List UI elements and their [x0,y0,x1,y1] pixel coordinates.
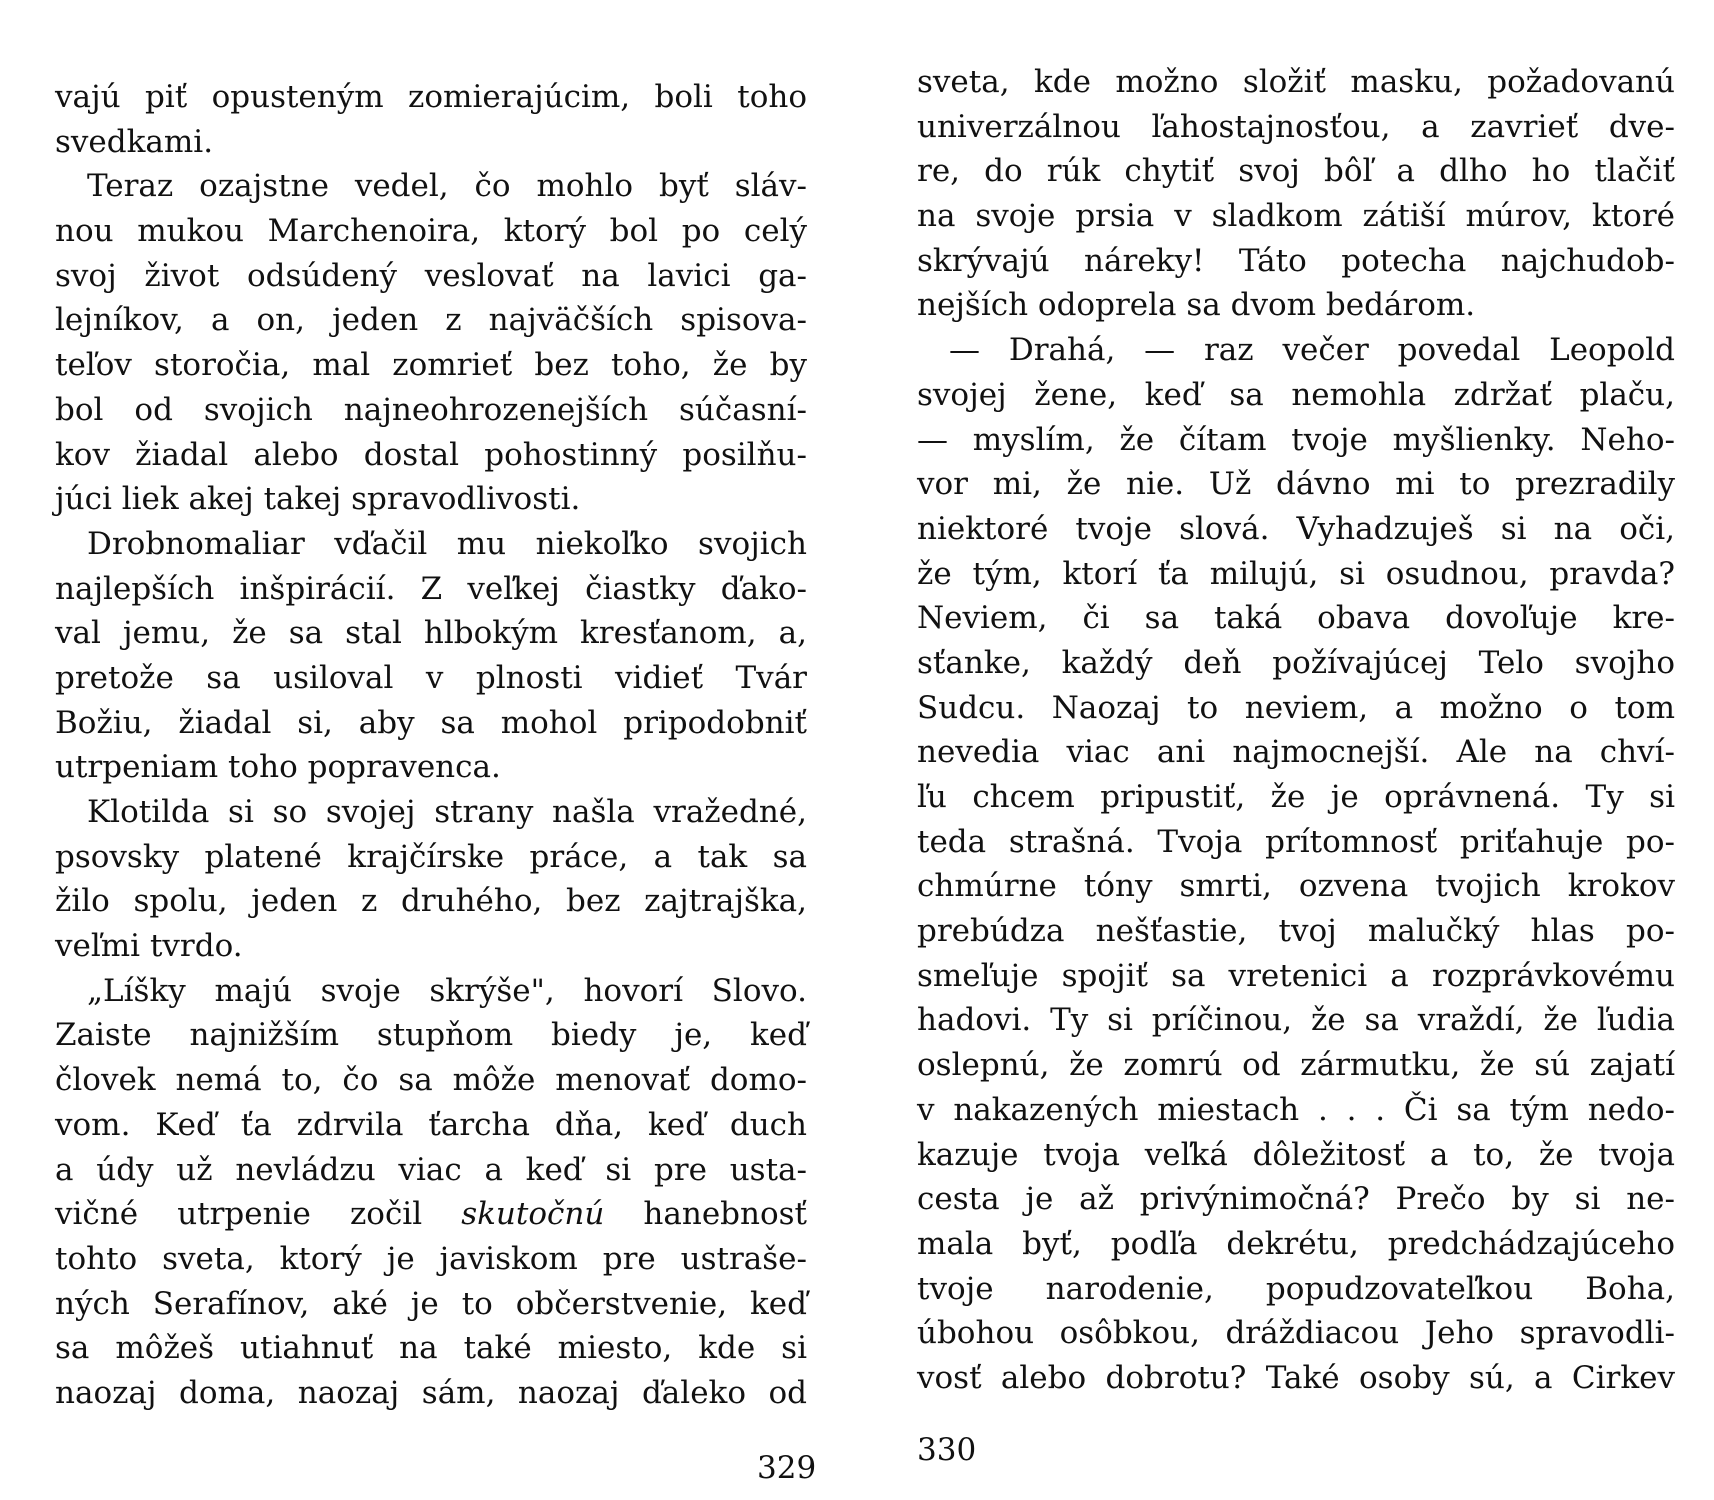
text-line: univerzálnou ľahostajnosťou, a zavrieť dve- [917,108,1675,145]
text-line: najlepších inšpirácií. Z veľkej čiastky ďako- [55,570,807,607]
text-line: vor mi, že nie. Už dávno mi to prezradily [917,466,1675,503]
text-line: utrpeniam toho popravenca. [55,749,501,786]
text-line: teda strašná. Tvoja prítomnosť priťahuje po- [917,823,1675,860]
text-line: Sudcu. Naozaj to neviem, a možno o tom [917,689,1675,726]
text-line: ľu chcem pripustiť, že je oprávnená. Ty si [917,779,1675,815]
text-line: úbohou osôbkou, dráždiacou Jeho spravodli- [917,1315,1675,1352]
text-line: — myslím, že čítam tvoje myšlienky. Neho- [917,421,1675,458]
text-line: hadovi. Ty si príčinou, že sa vraždí, že ľudia [917,1002,1675,1039]
text-line: vičné utrpenie zočil skutočnú hanebnosť [55,1196,808,1233]
text-line: chmúrne tóny smrti, ozvena tvojich krokov [917,868,1675,905]
text-line: mala byť, podľa dekrétu, predchádzajúceho [917,1225,1675,1262]
text-line: Neviem, či sa taká obava dovoľuje kre- [917,600,1675,637]
text-line: tvoje narodenie, popudzovateľkou Boha, [917,1270,1675,1307]
text-line: Teraz ozajstne vedel, čo mohlo byť sláv- [87,168,807,205]
text-line: val jemu, že sa stal hlbokým kresťanom, a, [55,615,807,652]
text-line: Klotilda si so svojej strany našla vražedné, [87,794,807,830]
text-line: veľmi tvrdo. [55,928,243,965]
text-line: vajú piť opusteným zomierajúcim, boli toho [55,79,807,115]
right-page [857,0,1714,1500]
text-line: sveta, kde možno složiť masku, požadovanú [917,64,1675,100]
text-line: sa môžeš utiahnuť na také miesto, kde si [55,1330,807,1367]
page-number-right: 330 [917,1432,977,1468]
text-line: že tým, ktorí ťa milujú, si osudnou, pravda? [917,555,1675,592]
text-line: teľov storočia, mal zomrieť bez toho, že by [55,347,807,384]
text-line: „Líšky majú svoje skrýše", hovorí Slovo. [87,972,807,1009]
text-line: pretože sa usiloval v plnosti vidieť Tvár [55,659,807,696]
text-line: bol od svojich najneohrozenejších súčasní- [55,391,807,428]
text-line: júci liek akej takej spravodlivosti. [55,481,581,518]
text-line: nevedia viac ani najmocnejší. Ale na chví- [917,734,1675,771]
text-line: cesta je až privýnimočná? Prečo by si ne- [917,1181,1675,1218]
text-line: naozaj doma, naozaj sám, naozaj ďaleko od [55,1374,807,1411]
text-line: žilo spolu, jeden z druhého, bez zajtrajška, [55,883,807,920]
text-line: kazuje tvoja veľká dôležitosť a to, že tvoja [917,1136,1675,1173]
text-line: vom. Keď ťa zdrvila ťarcha dňa, keď duch [55,1106,807,1143]
text-line: sťanke, každý deň požívajúcej Telo svojho [917,644,1675,681]
text-line: nou mukou Marchenoira, ktorý bol po celý [55,213,807,250]
text-line: — Drahá, — raz večer povedal Leopold [949,332,1675,369]
text-line: a údy už nevládzu viac a keď si pre usta- [55,1151,807,1188]
text-line: v nakazených miestach . . . Či sa tým nedo- [917,1091,1675,1128]
text-line: Drobnomaliar vďačil mu niekoľko svojich [87,525,807,562]
text-line: niektoré tvoje slová. Vyhadzuješ si na oči, [917,510,1675,547]
text-line: svojej žene, keď sa nemohla zdržať plaču, [917,376,1675,413]
text-line: prebúdza nešťastie, tvoj malučký hlas po- [917,913,1675,950]
page-number-left: 329 [757,1450,817,1486]
text-line: Zaiste najnižším stupňom biedy je, keď [55,1017,807,1054]
left-text-column [55,75,807,1416]
text-line: skrývajú náreky! Táto potecha najchudob- [917,242,1675,279]
text-line: vosť alebo dobrotu? Také osoby sú, a Cirkev [917,1359,1675,1396]
text-line: tohto sveta, ktorý je javiskom pre ustraše- [55,1240,807,1277]
text-line: svedkami. [55,123,214,160]
right-text-column [917,60,1675,1401]
text-line: ných Serafínov, aké je to občerstvenie, keď [55,1285,807,1322]
text-line: Božiu, žiadal si, aby sa mohol pripodobniť [55,704,807,741]
text-line: lejníkov, a on, jeden z najväčších spisova- [55,302,807,339]
text-line: človek nemá to, čo sa môže menovať domo- [55,1062,807,1099]
text-line: psovsky platené krajčírske práce, a tak sa [55,838,807,875]
text-line: kov žiadal alebo dostal pohostinný posilňu- [55,436,807,473]
text-line: na svoje prsia v sladkom zátiší múrov, ktoré [917,198,1675,235]
text-line: svoj život odsúdený veslovať na lavici ga- [55,257,807,294]
text-line: re, do rúk chytiť svoj bôľ a dlho ho tlačiť [917,153,1675,190]
text-line: smeľuje spojiť sa vretenici a rozprávkovému [917,957,1675,994]
text-line: oslepnú, že zomrú od zármutku, že sú zajatí [917,1047,1675,1084]
text-line: nejších odoprela sa dvom bedárom. [917,287,1476,324]
